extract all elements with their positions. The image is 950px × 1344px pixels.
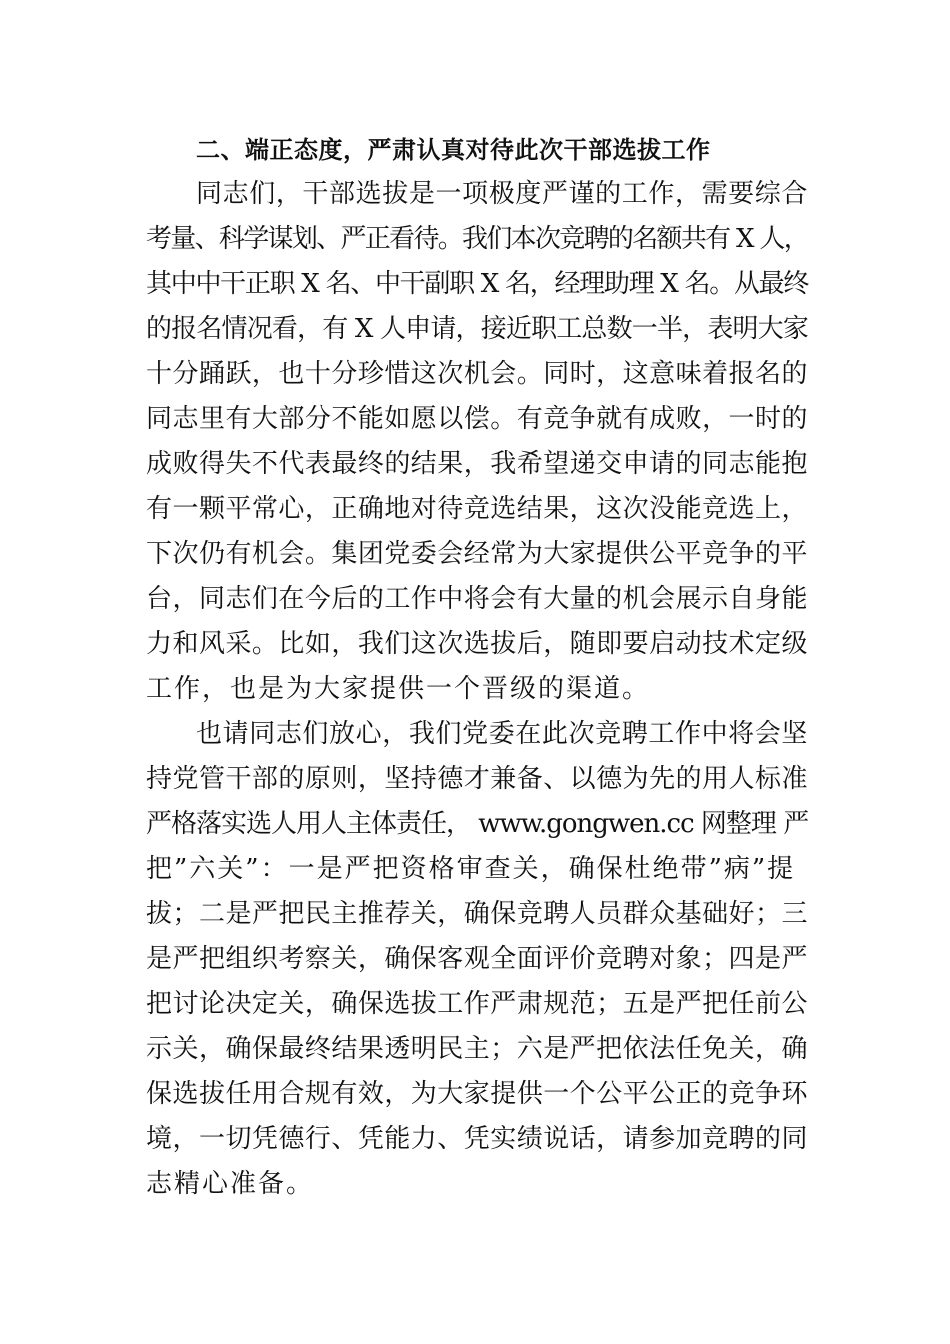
section-heading: 二、端正态度，严肃认真对待此次干部选拔工作 [196, 136, 711, 164]
paragraph-line: 拔；二是严把民主推荐关，确保竞聘人员群众基础好；三 [146, 899, 809, 929]
paragraph-line: 有一颗平常心，正确地对待竞选结果，这次没能竞选上， [146, 494, 809, 524]
paragraph-line: 严格落实选人用人主体责任， www.gongwen.cc 网整理 严 [146, 809, 809, 839]
paragraph-line: 考量、科学谋划、严正看待。我们本次竞聘的名额共有 X 人， [146, 224, 809, 254]
paragraph-line: 境，一切凭德行、凭能力、凭实绩说话，请参加竞聘的同 [146, 1124, 809, 1154]
paragraph-line: 十分踊跃，也十分珍惜这次机会。同时，这意味着报名的 [146, 359, 809, 389]
paragraph-line: 也请同志们放心，我们党委在此次竞聘工作中将会坚 [196, 719, 809, 749]
paragraph-line: 持党管干部的原则，坚持德才兼备、以德为先的用人标准 [146, 764, 809, 794]
paragraph-line: 其中中干正职 X 名、中干副职 X 名，经理助理 X 名。从最终 [146, 269, 809, 299]
paragraph-line: 把讨论决定关，确保选拔工作严肃规范；五是严把任前公 [146, 989, 809, 1019]
paragraph-line: 同志里有大部分不能如愿以偿。有竞争就有成败，一时的 [146, 404, 809, 434]
paragraph-line: 的报名情况看，有 X 人申请，接近职工总数一半，表明大家 [146, 314, 809, 344]
paragraph-line: 成败得失不代表最终的结果，我希望递交申请的同志能抱 [146, 449, 809, 479]
paragraph-line: 保选拔任用合规有效，为大家提供一个公平公正的竞争环 [146, 1079, 809, 1109]
paragraph-line: 力和风采。比如，我们这次选拔后，随即要启动技术定级 [146, 629, 809, 659]
paragraph-line: 示关，确保最终结果透明民主；六是严把依法任免关，确 [146, 1034, 809, 1064]
paragraph-line: 把”六关”：一是严把资格审查关，确保杜绝带”病”提 [146, 854, 796, 884]
paragraph-line: 是严把组织考察关，确保客观全面评价竞聘对象；四是严 [146, 944, 809, 974]
paragraph-line: 同志们，干部选拔是一项极度严谨的工作，需要综合 [196, 179, 809, 209]
paragraph-line: 台，同志们在今后的工作中将会有大量的机会展示自身能 [146, 584, 809, 614]
paragraph-line: 下次仍有机会。集团党委会经常为大家提供公平竞争的平 [146, 539, 809, 569]
paragraph-line: 工作，也是为大家提供一个晋级的渠道。 [146, 674, 651, 704]
paragraph-line: 志精心准备。 [146, 1169, 315, 1199]
